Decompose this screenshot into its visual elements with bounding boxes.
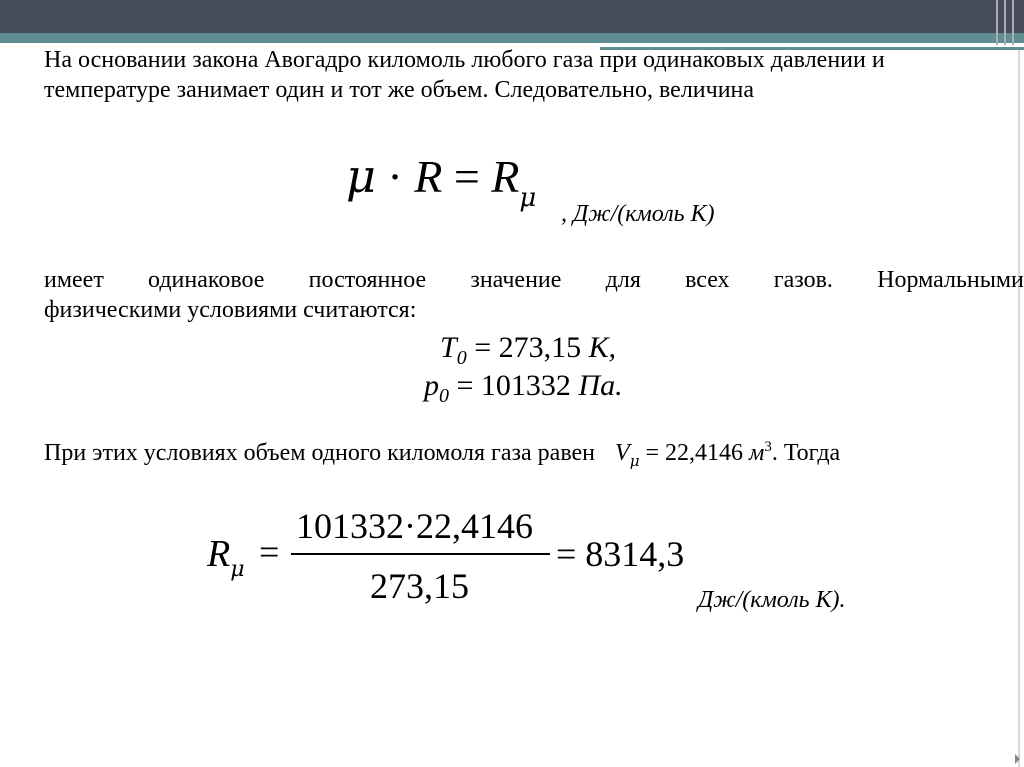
result-equals: = — [259, 532, 280, 572]
pressure-value: = 101332 — [449, 369, 579, 402]
formula-R-symbol: R — [414, 151, 443, 202]
volume-unit: м — [748, 440, 765, 466]
slide-corner-marker — [1015, 754, 1020, 764]
result-units: Дж/(кмоль К). — [698, 587, 846, 613]
word: всех — [685, 267, 730, 293]
intro-line-2: температуре занимает один и тот же объем. Следовательно, величина — [44, 77, 755, 103]
volume-symbol: V — [615, 440, 630, 466]
volume-text: При этих условиях объем одного киломоля газа равен — [44, 440, 596, 466]
temperature-condition — [440, 331, 617, 369]
word: одинаковое — [148, 267, 265, 293]
formula-R-mu-symbol: R — [491, 151, 520, 202]
formula-universal-gas-constant — [346, 149, 537, 213]
header-divider-line — [1012, 0, 1014, 45]
header-divider-line — [996, 0, 998, 45]
intro-paragraph — [44, 45, 885, 105]
result-R-symbol: R — [207, 533, 231, 575]
word: постоянное — [308, 267, 427, 293]
temperature-subscript: 0 — [456, 347, 467, 369]
result-value: = 8314,3 — [556, 534, 685, 574]
slide-header-bar — [0, 0, 1024, 33]
intro-line-1: На основании закона Авогадро киломоль любого газа при одинаковых давлении и — [44, 47, 885, 73]
word: имеет — [44, 267, 104, 293]
volume-tail: . Тогда — [771, 440, 841, 466]
result-denominator: 273,15 — [370, 566, 469, 606]
temperature-unit: К, — [588, 331, 617, 364]
pressure-subscript: 0 — [439, 385, 449, 407]
volume-paragraph — [44, 438, 840, 468]
word: для — [605, 267, 641, 293]
temperature-symbol: T — [440, 331, 457, 364]
result-R-subscript: μ — [230, 557, 245, 582]
pressure-unit: Па. — [578, 369, 623, 402]
pressure-symbol: p — [424, 369, 439, 402]
formula-R-mu-subscript: μ — [519, 183, 537, 213]
volume-unit-power: 3 — [764, 439, 772, 455]
constant-paragraph-line-2: физическими условиями считаются: — [44, 297, 417, 323]
formula-units: , Дж/(кмоль К) — [561, 201, 715, 227]
word: газов. — [773, 267, 833, 293]
volume-value: = 22,4146 — [639, 440, 749, 466]
formula-R-mu-result-lhs — [207, 528, 245, 586]
word: Нормальными — [877, 267, 1024, 293]
header-divider-line — [1004, 0, 1006, 45]
header-accent-stripe — [0, 33, 1024, 43]
slide-right-border — [1018, 50, 1020, 767]
volume-subscript: μ — [629, 451, 640, 470]
word: значение — [470, 267, 562, 293]
result-fraction-bar — [291, 553, 550, 555]
pressure-condition — [424, 369, 623, 407]
formula-equals: = — [453, 151, 480, 202]
result-numerator: 101332·22,4146 — [296, 506, 533, 546]
formula-dot: · — [387, 151, 403, 202]
temperature-value: = 273,15 — [466, 331, 589, 364]
constant-paragraph-line-1 — [44, 265, 1024, 295]
formula-mu-symbol: μ — [346, 149, 376, 203]
